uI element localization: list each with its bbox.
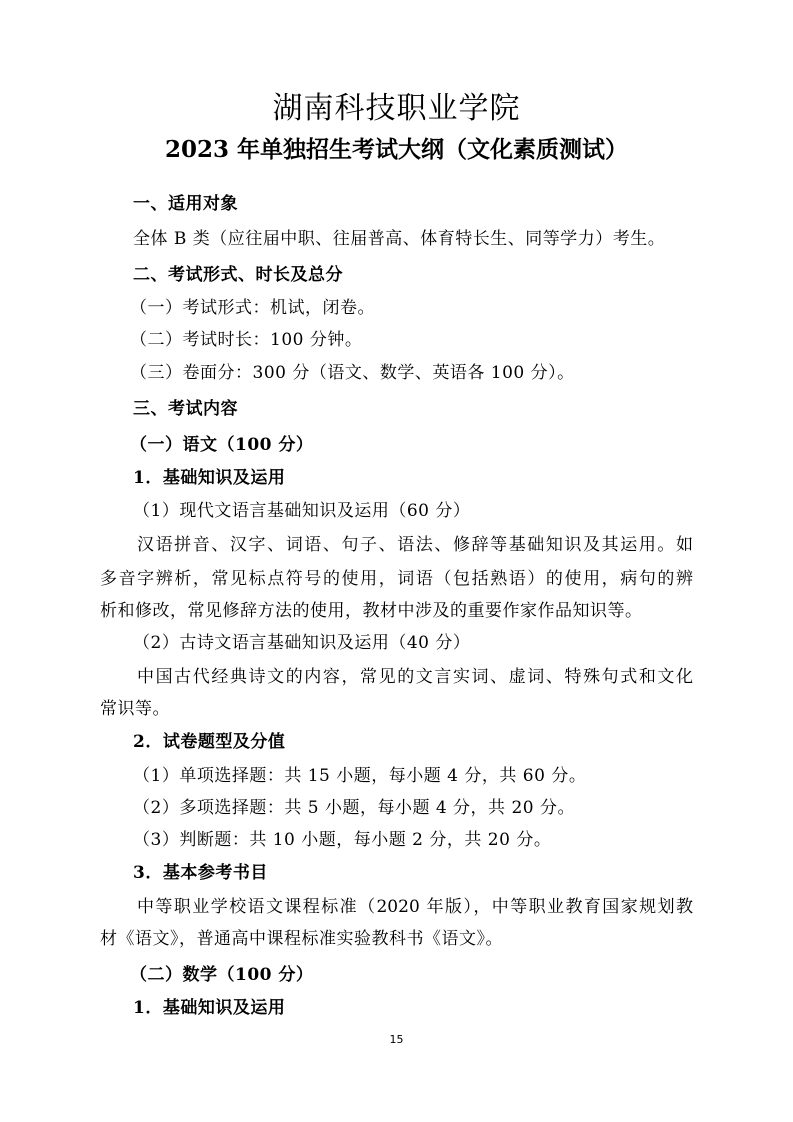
applicable-text: 全体 B 类（应往届中职、往届普高、体育特长生、同等学力）考生。 <box>133 229 666 249</box>
question-type-1: （1）单项选择题：共 15 小题，每小题 4 分，共 60 分。 <box>133 766 587 786</box>
chinese-types-heading: 2．试卷题型及分值 <box>133 732 286 752</box>
paragraph-line: 中国古代经典诗文的内容，常见的文言实词、虚词、特殊句式和文化 <box>137 667 693 687</box>
paragraph-line: 常识等。 <box>100 699 170 719</box>
paragraph-line: 汉语拼音、汉字、词语、句子、语法、修辞等基础知识及其运用。如 <box>137 535 693 555</box>
reference-heading: 3．基本参考书目 <box>133 863 268 883</box>
format-item-3: （三）卷面分：300 分（语文、数学、英语各 100 分）。 <box>130 363 575 383</box>
paragraph-line: 中等职业学校语文课程标准（2020 年版），中等职业教育国家规划教 <box>137 897 693 917</box>
section-heading-content: 三、考试内容 <box>133 399 238 419</box>
paragraph-line: 材《语文》，普通高中课程标准实验教科书《语文》。 <box>100 929 503 949</box>
section-heading-format: 二、考试形式、时长及总分 <box>133 265 343 285</box>
format-item-2: （二）考试时长：100 分钟。 <box>130 330 363 350</box>
paragraph-line: 析和修改，常见修辞方法的使用，教材中涉及的重要作家作品知识等。 <box>100 601 643 621</box>
format-item-1: （一）考试形式：机试，闭卷。 <box>130 298 375 318</box>
school-title: 湖南科技职业学院 <box>272 91 521 126</box>
document-title: 2023 年单独招生考试大纲（文化素质测试） <box>164 136 629 163</box>
math-heading: （二）数学（100 分） <box>130 965 314 985</box>
section-heading-applicable: 一、适用对象 <box>133 194 238 214</box>
chinese-sub-2: （2）古诗文语言基础知识及运用（40 分） <box>133 633 471 653</box>
question-type-2: （2）多项选择题：共 5 小题，每小题 4 分，共 20 分。 <box>133 798 576 818</box>
math-basic-heading: 1．基础知识及运用 <box>133 998 286 1018</box>
page-number: 15 <box>389 1033 404 1046</box>
chinese-sub-1: （1）现代文语言基础知识及运用（60 分） <box>133 501 471 521</box>
chinese-basic-heading: 1．基础知识及运用 <box>133 468 286 488</box>
question-type-3: （3）判断题：共 10 小题，每小题 2 分，共 20 分。 <box>133 830 552 850</box>
chinese-heading: （一）语文（100 分） <box>130 435 314 455</box>
paragraph-line: 多音字辨析，常见标点符号的使用，词语（包括熟语）的使用，病句的辨 <box>100 569 693 589</box>
